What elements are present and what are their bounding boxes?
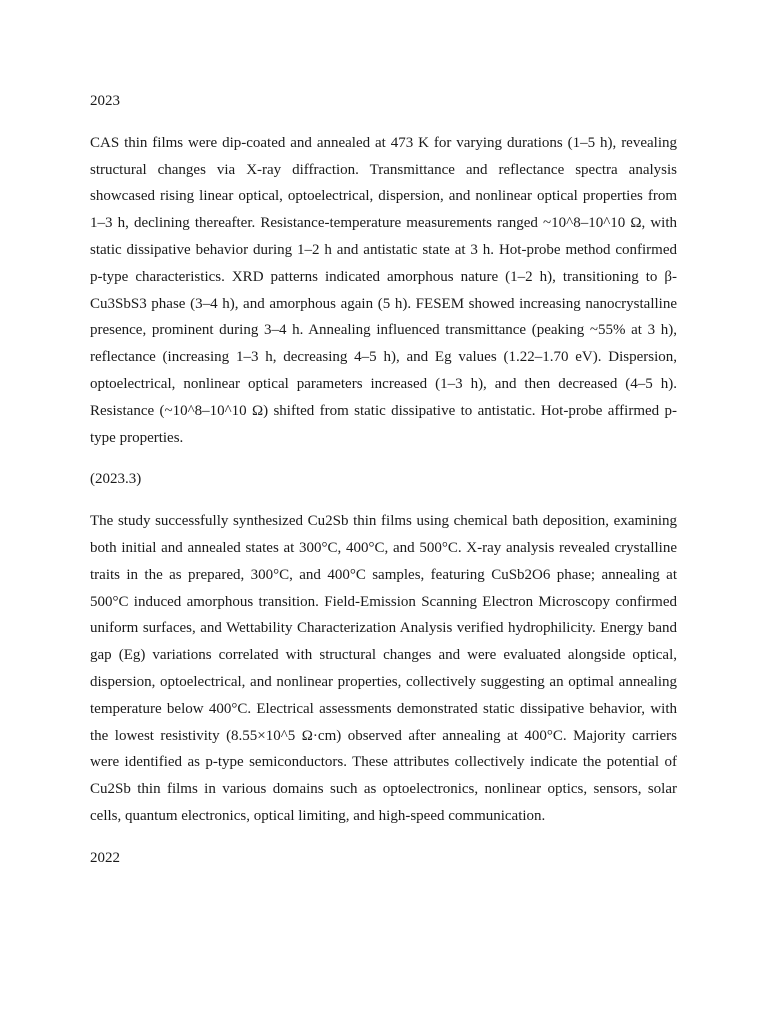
- abstract-paragraph-cu2sb-thin-films: The study successfully synthesized Cu2Sb thin films using chemical bath deposition, examining both initial and annealed states at 300°C, 400°C, and 500°C. X-ray analysis revealed crystalline traits in the as prepared, 300°C, and 400°C samples, featuring CuSb2O6 phase; annealing at 500°C induced amorphous transition. Field-Emission Scanning Electron Microscopy confirmed uniform surfaces, and Wettability Characterization Analysis verified hydrophilicity. Energy band gap (Eg) variations correlated with structural changes and were evaluated alongside optical, dispersion, optoelectrical, and nonlinear properties, collectively suggesting an optimal annealing temperature below 400°C. Electrical assessments demonstrated static dissipative behavior, with the lowest resistivity (8.55×10^5 Ω·cm) observed after annealing at 400°C. Majority carriers were identified as p-type semiconductors. These attributes collectively indicate the potential of Cu2Sb thin films in various domains such as optoelectronics, nonlinear optics, sensors, solar cells, quantum electronics, optical limiting, and high-speed communication.: [90, 513, 677, 824]
- spacer: [90, 451, 677, 466]
- spacer: [90, 493, 677, 508]
- year-heading-2023: 2023: [90, 93, 120, 109]
- year-heading-2022: 2022: [90, 849, 120, 866]
- spacer: [90, 830, 677, 845]
- abstract-paragraph-cas-thin-films: CAS thin films were dip-coated and annealed at 473 K for varying durations (1–5 h), revealing structural changes via X-ray diffraction. Transmittance and reflectance spectra analysis showcased rising linear optical, optoelectrical, dispersion, and nonlinear optical properties from 1–3 h, declining thereafter. Resistance-temperature measurements ranged ~10^8–10^10 Ω, with static dissipative behavior during 1–2 h and antistatic state at 3 h. Hot-probe method confirmed p-type characteristics. XRD patterns indicated amorphous nature (1–2 h), transitioning to β-Cu3SbS3 phase (3–4 h), and amorphous again (5 h). FESEM showed increasing nanocrystalline presence, prominent during 3–4 h. Annealing influenced transmittance (peaking ~55% at 3 h), reflectance (increasing 1–3 h, decreasing 4–5 h), and Eg values (1.22–1.70 eV). Dispersion, optoelectrical, nonlinear optical parameters increased (1–3 h), and then decreased (4–5 h). Resistance (~10^8–10^10 Ω) shifted from static dissipative to antistatic. Hot-probe affirmed p-type properties.: [90, 134, 677, 446]
- year-heading-2023-3: (2023.3): [90, 471, 142, 488]
- document-page: [90, 88, 677, 872]
- spacer: [90, 115, 677, 130]
